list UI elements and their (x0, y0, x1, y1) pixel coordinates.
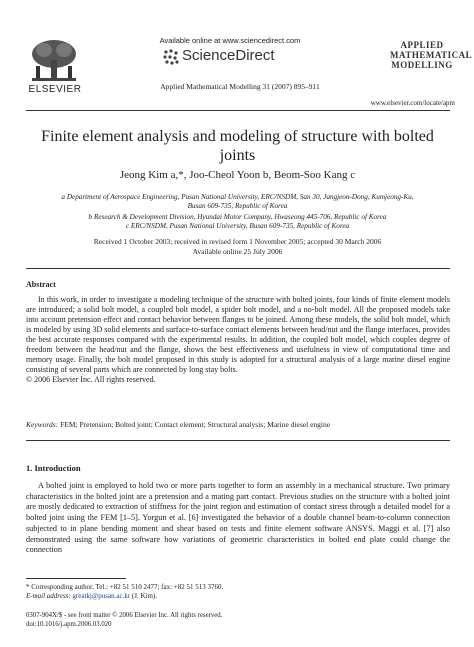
article-title: Finite element analysis and modeling of structure with bolted joints (41, 128, 434, 164)
email-line (26, 592, 450, 601)
journal-reference: Applied Mathematical Modelling 31 (2007) 895–911 (160, 82, 320, 91)
affiliation-a: a Department of Aerospace Engineering, Pusan National University, ERC/NSDM, San 30, Jangjeon-Dong, Kumjeong-Ku, Busan 609-735, Republic of Korea (61, 193, 414, 210)
corresponding-author: * Corresponding author. Tel.: +82 51 510 2477; fax: +82 51 513 3760. (26, 583, 224, 591)
available-online-text: Available online at www.sciencedirect.com (159, 36, 301, 45)
journal-logo (390, 40, 473, 76)
abstract-bottom-divider (26, 440, 450, 441)
elsevier-tree-logo (26, 38, 82, 84)
abstract-copyright: © 2006 Elsevier Inc. All rights reserved. (26, 375, 156, 384)
issn-line: 0307-904X/$ - see front matter © 2006 Elsevier Inc. All rights reserved. (26, 612, 223, 619)
section-heading-introduction: 1. Introduction (26, 463, 81, 473)
keywords (26, 420, 450, 429)
front-matter (26, 612, 450, 629)
received-dates: Received 1 October 2003; received in revised form 1 November 2005; accepted 30 March 2006 (93, 237, 382, 246)
email-link[interactable]: greatkj@pusan.ac.kr (72, 592, 131, 600)
footnote (26, 583, 450, 601)
affiliation-b: b Research & Development Division, Hyundai Motor Company, Hwaseong 445-706, Republic of Korea (88, 213, 387, 221)
header-divider (26, 110, 450, 111)
authors: Jeong Kim a,*, Joo-Cheol Yoon b, Beom-Soo Kang c (119, 169, 356, 181)
footnote-divider (26, 578, 126, 579)
keywords-label: Keywords: (26, 420, 59, 429)
introduction-paragraph: A bolted joint is employed to hold two or more parts together to form an assembly in a mechanical structure. Two primary characteristics in the bolted joint are a pretension and a mating part contact. Previous studies on the structure with a bolted joint are mostly dedicated to extraction of stiffness for the joint region and estimation of contact stress through a detailed model for a bolted joint using the FEM [1–5]. Yorgun et al. [6] investigated the behavior of a double channel beam-to-column connection subjected to in plane bending moment and shear based on tests and finite element software ANSYS. Maggi et al. [7] also demonstrated using the same software how variations of geometric characteristics in bolted end plate could change the connection (26, 481, 450, 555)
doi-line[interactable]: doi:10.1016/j.apm.2006.03.020 (26, 620, 112, 628)
publisher-name: ELSEVIER (28, 84, 82, 95)
abstract-top-divider (26, 268, 450, 269)
abstract-text: In this work, in order to investigate a modeling technique of the structure with bolted joints, four kinds of finite element models are introduced; a solid bolt model, a coupled bolt model, a spider bolt model, and a no-bolt model. All the proposed models take into account pretension effect and contact behavior between flanges to be joined. Among these models, the solid bolt model, which is modeled by using 3D solid elements and surface-to-surface contact elements between head/nut and the flange interfaces, provides the best accurate responses compared with the experimental results. In addition, the coupled bolt model, which couples degree of freedom between the head/nut and the flange, shows the best effectiveness and usefulness in view of computational time and memory usage. Finally, the bolt model proposed in this study is adopted for a structural analysis of a large marine diesel engine consisting of several parts which are connected by long stay bolts. (26, 295, 450, 374)
keywords-list: FEM; Pretension; Bolted joint; Contact element; Structural analysis; Marine diesel engine (60, 420, 331, 429)
email-label: E-mail address: (26, 592, 71, 600)
affiliation-c: c ERC/NSDM, Pusan National University, Busan 609-735, Republic of Korea (125, 222, 350, 230)
sciencedirect-logo-text: ScienceDirect (182, 47, 275, 64)
abstract-body (26, 295, 450, 385)
available-date: Available online 25 July 2006 (192, 247, 283, 256)
email-suffix: (J. Kim). (131, 592, 158, 600)
abstract-heading: Abstract (26, 280, 56, 289)
journal-url[interactable]: www.elsevier.com/locate/apm (370, 99, 455, 107)
sciencedirect-icon (162, 48, 180, 66)
journal-logo-text: APPLIED MATHEMATICAL MODELLING (390, 40, 473, 70)
